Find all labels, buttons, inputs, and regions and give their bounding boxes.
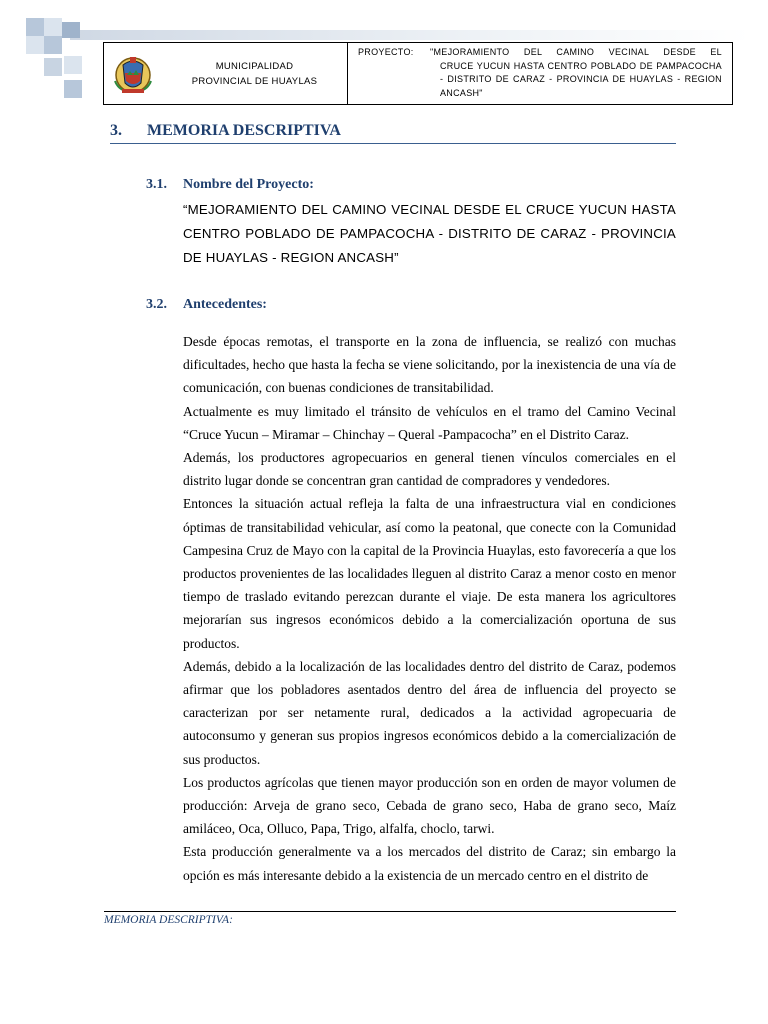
municipality-line1: MUNICIPALIDAD <box>215 60 294 72</box>
subsection-number-2: 3.2. <box>146 297 167 312</box>
section-title: MEMORIA DESCRIPTIVA <box>147 122 341 139</box>
section-number: 3. <box>110 122 122 139</box>
footer-label: MEMORIA DESCRIPTIVA: <box>104 914 233 926</box>
project-title-line1: "MEJORAMIENTO DEL CAMINO VECINAL DESDE EL <box>430 47 722 57</box>
project-header <box>348 43 732 104</box>
municipality-line2: PROVINCIAL DE HUAYLAS <box>191 75 318 87</box>
coat-of-arms-icon <box>110 51 156 97</box>
municipality-logo <box>104 43 162 104</box>
paragraph: Además, los productores agropecuarios en general tienen vínculos comerciales en el distrito lugar donde se concentran gran cantidad de compradores y vendedores. <box>183 450 676 489</box>
header-decoration-squares <box>0 0 100 100</box>
subsection-title-1: Nombre del Proyecto: <box>183 177 314 192</box>
subsection-title-2: Antecedentes: <box>183 297 267 312</box>
project-label: PROYECTO: <box>358 47 414 57</box>
header-decoration-band <box>70 30 750 40</box>
project-title-rest: CRUCE YUCUN HASTA CENTRO POBLADO DE PAMPACOCHA - DISTRITO DE CARAZ - PROVINCIA DE HUAYLAS - REGION ANCASH" <box>440 60 722 98</box>
antecedentes-body <box>183 330 676 887</box>
subsection-number-1: 3.1. <box>146 177 167 192</box>
project-name-text: “MEJORAMIENTO DEL CAMINO VECINAL DESDE EL CRUCE YUCUN HASTA CENTRO POBLADO DE PAMPACOCHA - DISTRITO DE CARAZ - PROVINCIA DE HUAYLAS - REGION ANCASH” <box>183 202 676 265</box>
paragraph: Desde épocas remotas, el transporte en la zona de influencia, se realizó con muchas dificultades, hecho que hasta la fecha se viene solicitando, por la inexistencia de una vía de comunicación, con buenas condiciones de transitabilidad. <box>183 334 676 396</box>
document-header <box>103 42 733 105</box>
subsection-heading-1 <box>146 177 314 193</box>
municipality-name <box>162 43 348 104</box>
paragraph: Actualmente es muy limitado el tránsito de vehículos en el tramo del Camino Vecinal “Cruce Yucun – Miramar – Chinchay – Queral -Pampacocha” en el Distrito Caraz. <box>183 403 676 442</box>
subsection-heading-2 <box>146 297 267 313</box>
paragraph: Además, debido a la localización de las localidades dentro del distrito de Caraz, podemos afirmar que los pobladores asentados dentro del área de influencia del proyecto se caracterizan por ser netamente rural, dedicados a la actividad agropecuaria de autoconsumo y generan sus propios ingresos económicos debido a la comercialización de sus productos. <box>183 658 676 767</box>
paragraph: Los productos agrícolas que tienen mayor producción son en orden de mayor volumen de producción: Arveja de grano seco, Cebada de grano seco, Haba de grano seco, Maíz amiláceo, Oca, Olluco, Papa, Trigo, alfalfa, choclo, tarwi. <box>183 774 676 837</box>
paragraph: Entonces la situación actual refleja la falta de una infraestructura vial en condiciones óptimas de transitabilidad vehicular, así como la peatonal, que conecte con la Comunidad Campesina Cruz de Mayo con la capital de la Provincia Huaylas, esto favorecería a que los productos provenientes de las localidades lleguen al distrito Caraz a menor costo en menor tiempo de traslado evitando perezcan durante el viaje. De esta manera los agricultores mejorarían sus ingresos económicos debido a la comercialización oportuna de sus productos. <box>183 496 676 651</box>
footer-divider <box>104 911 676 912</box>
section-heading <box>110 122 676 144</box>
paragraph: Esta producción generalmente va a los mercados del distrito de Caraz; sin embargo la opción es más interesante debido a la existencia de un mercado centro en el distrito de <box>183 844 676 883</box>
